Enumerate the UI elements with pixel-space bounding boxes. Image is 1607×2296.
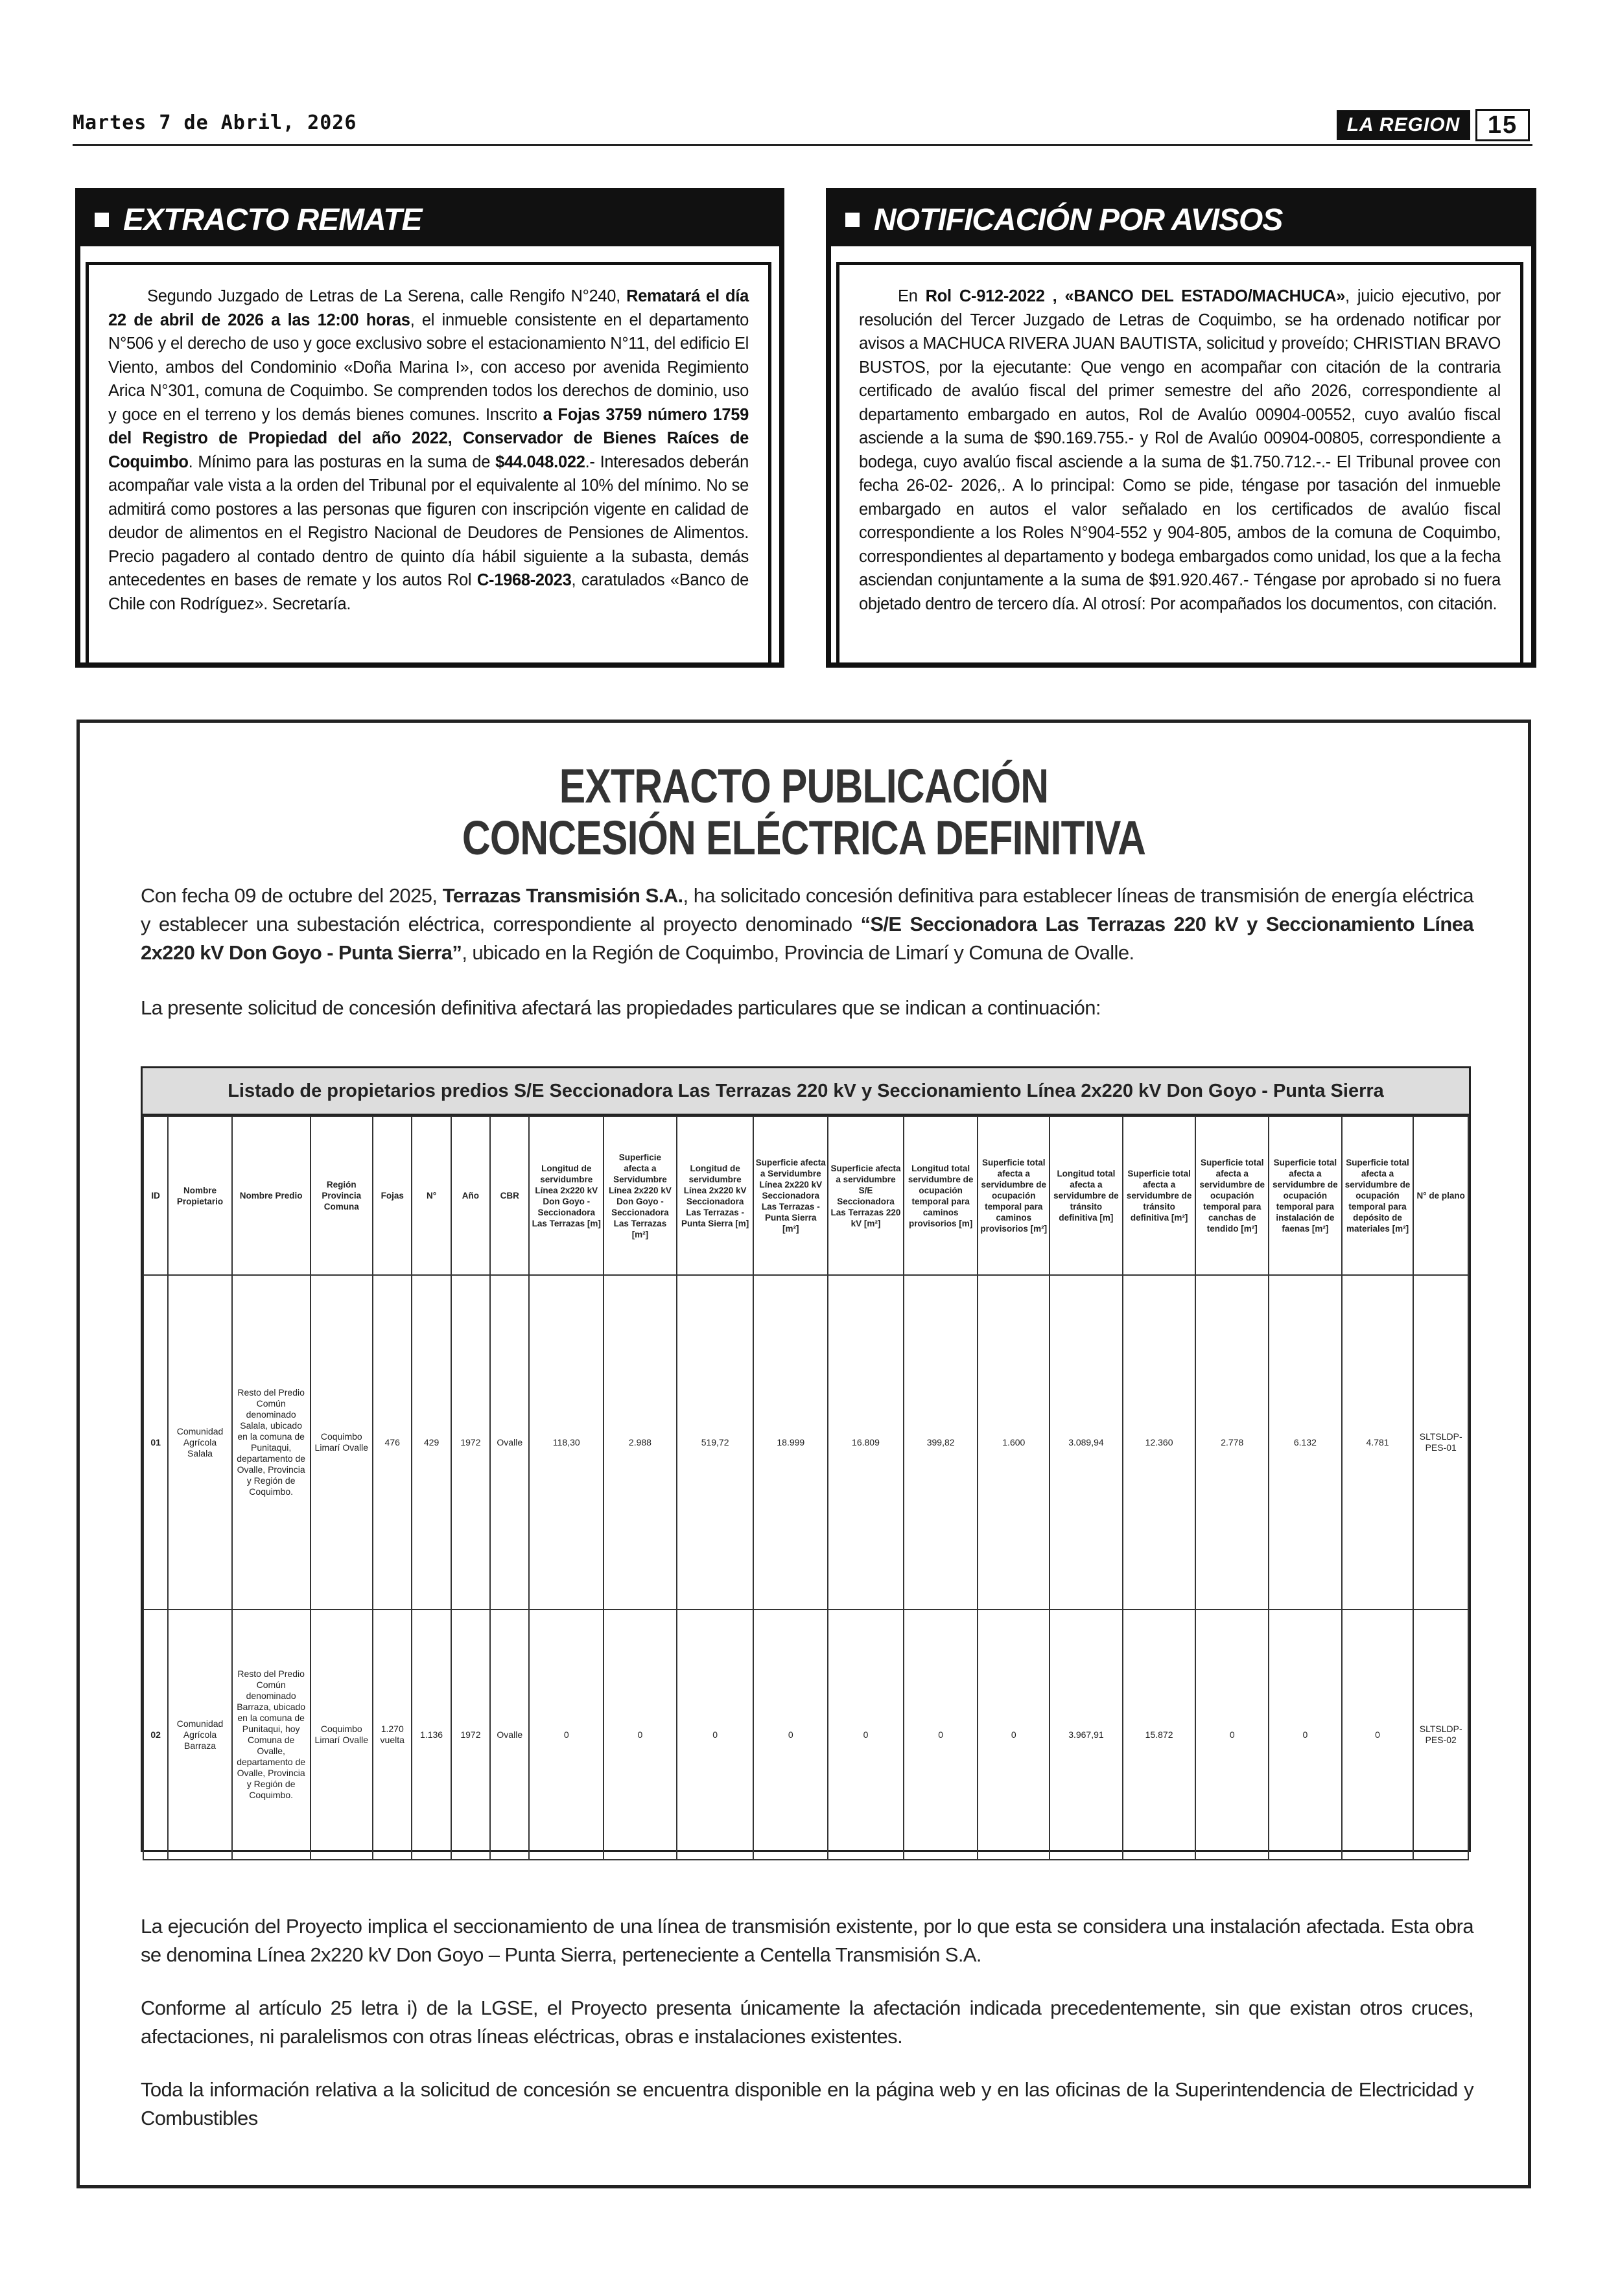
table-cell: 2.778 bbox=[1195, 1275, 1269, 1610]
table-cell: 1.136 bbox=[412, 1610, 451, 1860]
bullet-square-icon bbox=[845, 213, 860, 227]
table-cell: 4.781 bbox=[1342, 1275, 1414, 1610]
table-row bbox=[143, 1275, 1468, 1610]
avisos-title: NOTIFICACIÓN POR AVISOS bbox=[874, 202, 1283, 237]
table-cell: Coquimbo Limarí Ovalle bbox=[311, 1275, 373, 1610]
table-cell: 01 bbox=[143, 1275, 168, 1610]
table-cell: 0 bbox=[1342, 1610, 1414, 1860]
table-cell: Ovalle bbox=[490, 1610, 529, 1860]
avisos-frame bbox=[836, 262, 1523, 662]
page-number: 15 bbox=[1475, 109, 1530, 141]
avisos-text: En Rol C-912-2022 , «BANCO DEL ESTADO/MACHUCA», juicio ejecutivo, por resolución del Tercer Juzgado de Letras de Coquimbo, se ha ordenado notificar por avisos a MACHUCA RIVERA JUAN BAUTISTA, solicitud y proveído; CHRISTIAN BRAVO BUSTOS, por la ejecutante: Que vengo en acompañar con citación de la contraria certificado de avalúo fiscal del primer semestre del año 2026, correspondiente al departamento embargado en autos, Rol de Avalúo 00904-00552, cuyo avalúo fiscal asciende a la suma de $90.169.755.- y Rol de Avalúo 00904-00805, correspondiente a bodega, cuyo avalúo fiscal asciende a la suma de $1.750.712.-.- El Tribunal provee con fecha 26-02- 2026,. A lo principal: Como se pide, téngase por tasación del inmueble embargado en autos el valor señalado en los certificados de avalúo fiscal correspondiente a los Roles N°904-552 y 904-805, ambos de la comuna de Coquimbo, correspondientes al departamento y bodega embargados como unidad, los que a la fecha asciendan conjuntamente a la suma de $91.920.467.- Téngase por aprobado si no fuera objetado dentro de tercero día. Al otrosí: Por acompañados los documentos, con citación. bbox=[859, 287, 1501, 613]
table-cell: 0 bbox=[1269, 1610, 1342, 1860]
table-cell: 1972 bbox=[451, 1275, 490, 1610]
column-header: Año bbox=[451, 1116, 490, 1275]
extract-ejecucion: La ejecución del Proyecto implica el seccionamiento de una línea de transmisión existente, por lo que esta se considera una instalación afectada. Esta obra se denomina Línea 2x220 kV Don Goyo – Punta Sierra, perteneciente a Centella Transmisión S.A. bbox=[141, 1915, 1473, 1966]
table-cell: 399,82 bbox=[904, 1275, 978, 1610]
table-cell: SLTSLDP-PES-01 bbox=[1413, 1275, 1468, 1610]
extract-title-line1: EXTRACTO PUBLICACIÓN bbox=[559, 759, 1049, 813]
table-cell: 16.809 bbox=[828, 1275, 904, 1610]
column-header: ID bbox=[143, 1116, 168, 1275]
column-header: Nombre Propietario bbox=[168, 1116, 232, 1275]
table-cell: 476 bbox=[373, 1275, 412, 1610]
column-header: Superficie afecta a Servidumbre Línea 2x220 kV Don Goyo - Seccionadora Las Terrazas [m²] bbox=[604, 1116, 677, 1275]
remate-frame bbox=[86, 262, 771, 662]
column-header: N° bbox=[412, 1116, 451, 1275]
table-cell: 1.270 vuelta bbox=[373, 1610, 412, 1860]
column-header: Superficie afecta a Servidumbre Línea 2x220 kV Seccionadora Las Terrazas - Punta Sierra [m²] bbox=[753, 1116, 828, 1275]
table-cell: 02 bbox=[143, 1610, 168, 1860]
extract-conforme: Conforme al artículo 25 letra i) de la LGSE, el Proyecto presenta únicamente la afectación indicada precedentemente, sin que existan otros cruces, afectaciones, ni paralelismos con otras líneas eléctricas, obras e instalaciones existentes. bbox=[141, 1997, 1473, 2048]
issue-date: Martes 7 de Abril, 2026 bbox=[73, 111, 357, 134]
column-header: Superficie afecta a servidumbre S/E Seccionadora Las Terrazas 220 kV [m²] bbox=[828, 1116, 904, 1275]
column-header: Superficie total afecta a servidumbre de ocupación temporal para instalación de faenas [m²] bbox=[1269, 1116, 1342, 1275]
column-header: Longitud total afecta a servidumbre de tránsito definitiva [m] bbox=[1050, 1116, 1123, 1275]
table-cell: 15.872 bbox=[1123, 1610, 1196, 1860]
table-cell: 0 bbox=[677, 1610, 754, 1860]
remate-text: Segundo Juzgado de Letras de La Serena, calle Rengifo N°240, Rematará el día 22 de abril de 2026 a las 12:00 horas, el inmueble consistente en el departamento N°506 y el derecho de uso y goce exclusivo sobre el estacionamiento N°11, del edificio El Viento, ambos del Condominio «Doña Marina I», con acceso por avenida Regimiento Arica N°301, comuna de Coquimbo. Se comprenden todos los derechos de dominio, uso y goce en el terreno y los demás bienes comunes. Inscrito a Fojas 3759 número 1759 del Registro de Propiedad del año 2022, Conservador de Bienes Raíces de Coquimbo. Mínimo para las posturas en la suma de $44.048.022.- Interesados deberán acompañar vale vista a la orden del Tribunal por el equivalente al 10% del mínimo. No se admitirá como postores a las personas que figuren con inscripción vigente en calidad de deudor de alimentos en el Registro Nacional de Deudores de Pensiones de Alimentos. Precio pagadero al contado dentro de quinto día hábil siguiente a la subasta, demás antecedentes en bases de remate y los autos Rol C-1968-2023, caratulados «Banco de Chile con Rodríguez». Secretaría. bbox=[108, 287, 749, 613]
propietarios-table bbox=[141, 1066, 1471, 1852]
header-divider bbox=[73, 144, 1532, 146]
table-cell: 3.967,91 bbox=[1050, 1610, 1123, 1860]
table-cell: Resto del Predio Común denominado Salala, ubicado en la comuna de Punitaqui, departamento de Ovalle, Provincia y Región de Coquimbo. bbox=[232, 1275, 311, 1610]
bullet-square-icon bbox=[95, 213, 109, 227]
table-cell: 429 bbox=[412, 1275, 451, 1610]
remate-title: EXTRACTO REMATE bbox=[123, 202, 422, 237]
table-cell: Comunidad Agrícola Salala bbox=[168, 1275, 232, 1610]
remate-notice bbox=[75, 188, 784, 668]
table-cell: 0 bbox=[604, 1610, 677, 1860]
table-cell: 519,72 bbox=[677, 1275, 754, 1610]
extract-afecta: La presente solicitud de concesión definitiva afectará las propiedades particulares que se indican a continuación: bbox=[141, 996, 1101, 1019]
table-cell: Ovalle bbox=[490, 1275, 529, 1610]
newspaper-logo: LA REGION bbox=[1337, 110, 1470, 140]
column-header: CBR bbox=[490, 1116, 529, 1275]
extract-title-line2: CONCESIÓN ELÉCTRICA DEFINITIVA bbox=[462, 811, 1146, 865]
concesion-extract bbox=[76, 720, 1531, 2188]
table-cell: 0 bbox=[1195, 1610, 1269, 1860]
column-header: Superficie total afecta a servidumbre de tránsito definitiva [m²] bbox=[1123, 1116, 1196, 1275]
column-header: Superficie total afecta a servidumbre de ocupación temporal para depósito de materiales [m²] bbox=[1342, 1116, 1414, 1275]
extract-intro: Con fecha 09 de octubre del 2025, Terrazas Transmisión S.A., ha solicitado concesión definitiva para establecer líneas de transmisión de energía eléctrica y establecer una subestación eléctrica, correspondiente al proyecto denominado “S/E Seccionadora Las Terrazas 220 kV y Seccionamiento Línea 2x220 kV Don Goyo - Punta Sierra”, ubicado en la Región de Coquimbo, Provincia de Limarí y Comuna de Ovalle. bbox=[141, 884, 1474, 964]
table-cell: Resto del Predio Común denominado Barraza, ubicado en la comuna de Punitaqui, hoy Comuna de Ovalle, departamento de Ovalle, Provincia y Región de Coquimbo. bbox=[232, 1610, 311, 1860]
table-cell: SLTSLDP-PES-02 bbox=[1413, 1610, 1468, 1860]
remate-title-bar bbox=[80, 193, 779, 246]
table-caption: Listado de propietarios predios S/E Seccionadora Las Terrazas 220 kV y Seccionamiento Línea 2x220 kV Don Goyo - Punta Sierra bbox=[143, 1068, 1469, 1116]
table-cell: 118,30 bbox=[529, 1275, 604, 1610]
table-cell: 6.132 bbox=[1269, 1275, 1342, 1610]
table-cell: 1972 bbox=[451, 1610, 490, 1860]
table-cell: 0 bbox=[753, 1610, 828, 1860]
table-cell: 12.360 bbox=[1123, 1275, 1196, 1610]
table-cell: 18.999 bbox=[753, 1275, 828, 1610]
column-header: N° de plano bbox=[1413, 1116, 1468, 1275]
extract-toda: Toda la información relativa a la solicitud de concesión se encuentra disponible en la página web y en las oficinas de la Superintendencia de Electricidad y Combustibles bbox=[141, 2078, 1473, 2129]
avisos-notice bbox=[826, 188, 1536, 668]
propietarios-grid bbox=[143, 1116, 1469, 1860]
column-header: Longitud de servidumbre Línea 2x220 kV Don Goyo - Seccionadora Las Terrazas [m] bbox=[529, 1116, 604, 1275]
table-cell: Comunidad Agrícola Barraza bbox=[168, 1610, 232, 1860]
table-cell: 0 bbox=[828, 1610, 904, 1860]
column-header: Región Provincia Comuna bbox=[311, 1116, 373, 1275]
table-row bbox=[143, 1610, 1468, 1860]
table-cell: 0 bbox=[529, 1610, 604, 1860]
column-header: Longitud de servidumbre Línea 2x220 kV Seccionadora Las Terrazas - Punta Sierra [m] bbox=[677, 1116, 754, 1275]
table-cell: 3.089,94 bbox=[1050, 1275, 1123, 1610]
table-cell: Coquimbo Limarí Ovalle bbox=[311, 1610, 373, 1860]
avisos-title-bar bbox=[831, 193, 1531, 246]
column-header: Superficie total afecta a servidumbre de ocupación temporal para canchas de tendido [m²] bbox=[1195, 1116, 1269, 1275]
table-header-row bbox=[143, 1116, 1468, 1275]
table-cell: 1.600 bbox=[978, 1275, 1050, 1610]
column-header: Longitud total servidumbre de ocupación temporal para caminos provisorios [m] bbox=[904, 1116, 978, 1275]
column-header: Nombre Predio bbox=[232, 1116, 311, 1275]
column-header: Superficie total afecta a servidumbre de ocupación temporal para caminos provisorios [m²] bbox=[978, 1116, 1050, 1275]
extract-title bbox=[210, 760, 1398, 864]
table-cell: 2.988 bbox=[604, 1275, 677, 1610]
table-cell: 0 bbox=[904, 1610, 978, 1860]
table-cell: 0 bbox=[978, 1610, 1050, 1860]
column-header: Fojas bbox=[373, 1116, 412, 1275]
